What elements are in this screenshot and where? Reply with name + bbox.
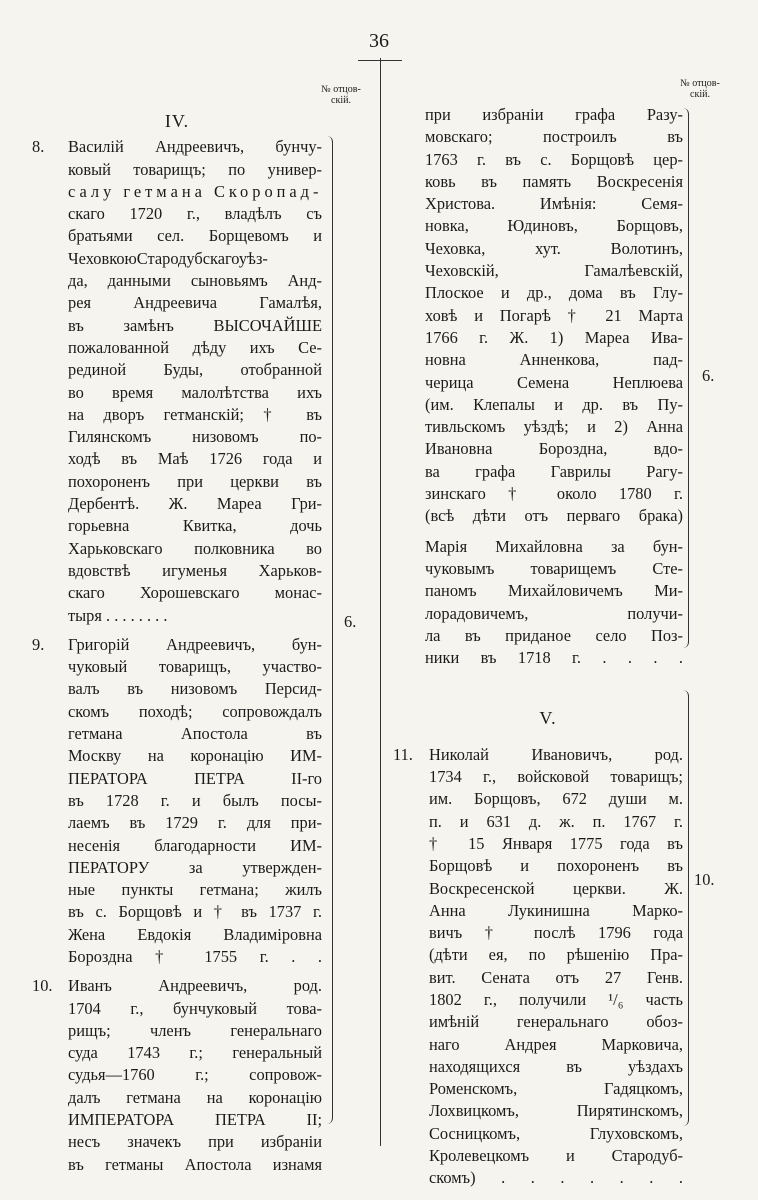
entry-body: [68, 136, 322, 627]
text-line: ИМПЕРАТОРА ПЕТРА II;: [68, 1110, 322, 1130]
text-line: Чеховка, хут. Волотинъ,: [425, 238, 683, 258]
text-line: Николай Ивановичъ, род.: [429, 744, 683, 764]
text-line: суда 1743 г.; генеральный: [68, 1043, 322, 1063]
entry-10: [32, 975, 322, 1176]
text-line: Москву на коронацію ИМ-: [68, 746, 322, 766]
text-line: несъ значекъ при избраніи: [68, 1132, 322, 1152]
text-line: въ гетманы Апостола изнамя: [68, 1154, 322, 1174]
text-line: Борщовѣ и похороненъ въ: [429, 856, 683, 876]
text-line: при избраніи графа Разу-: [425, 105, 683, 124]
text-line: тивльскомъ уѣздѣ; и 2) Анна: [425, 417, 683, 437]
entry-number: 8.: [32, 137, 45, 157]
text-line: 1802 г., получили ¹/₆ часть: [429, 989, 683, 1009]
text-line: 1734 г., войсковой товарищъ;: [429, 767, 683, 787]
text-line: чуковый товарищъ, участво-: [68, 657, 322, 677]
text-line: Ивановна Бороздна, вдо-: [425, 439, 683, 459]
text-line: новка, Юдиновъ, Борщовъ,: [425, 216, 683, 236]
left-column: [32, 110, 322, 1183]
text-line: рищъ; членъ генеральнаго: [68, 1020, 322, 1040]
column-header-right: [668, 78, 732, 100]
text-line: Харьковскаго полковника во: [68, 538, 322, 558]
text-line: Дербентѣ. Ж. Мареа Гри-: [68, 494, 322, 514]
text-line: ва графа Гаврилы Рагу-: [425, 461, 683, 481]
entry-number: 9.: [32, 634, 45, 654]
text-line: ЧеховкоюСтародубскагоуѣз-: [68, 248, 268, 268]
text-line: Иванъ Андреевичъ, род.: [68, 976, 322, 996]
column-header-line: скій.: [690, 89, 710, 100]
text-line: Христова. Имѣнія: Семя-: [425, 194, 683, 214]
text-line: гетмана Апостола въ: [68, 724, 322, 744]
text-line: валъ въ низовомъ Персид-: [68, 679, 322, 699]
text-line: Лохвицкомъ, Пирятинскомъ,: [429, 1101, 683, 1121]
column-header-line: № отцов-: [321, 84, 361, 95]
text-line: 1704 г., бунчуковый това-: [68, 998, 322, 1018]
text-line: Воскресенской церкви. Ж.: [429, 878, 683, 898]
text-line: Анна Лукинишна Марко-: [429, 900, 683, 920]
text-line: Плоское и др., дома въ Глу-: [425, 283, 683, 303]
continuation-body: [425, 104, 683, 528]
text-line: п. и 631 д. ж. п. 1767 г.: [429, 811, 683, 831]
text-line: имѣній генеральнаго обоз-: [429, 1012, 683, 1032]
text-line: салу гетмана Скоропад-: [68, 181, 322, 201]
entry-number: 11.: [393, 744, 413, 764]
text-line: Гилянскомъ низовомъ по-: [68, 427, 322, 447]
text-line: ники въ 1718 г. . . . .: [425, 648, 683, 668]
entry-11: [393, 744, 683, 1190]
text-line: рея Андреевича Гамалѣя,: [68, 293, 322, 313]
section-heading-v: V.: [539, 708, 557, 729]
text-line: Марія Михайловна за бун-: [425, 536, 683, 556]
text-line: Борозднa † 1755 г. . .: [68, 946, 322, 966]
column-header-line: № отцов-: [680, 78, 720, 89]
text-line: ные пункты гетмана; жилъ: [68, 880, 322, 900]
entry-8: [32, 136, 322, 627]
text-line: на дворъ гетманскій; † въ: [68, 404, 322, 424]
text-line: судья—1760 г.; сопровож-: [68, 1065, 322, 1085]
text-line: далъ гетмана на коронацію: [68, 1087, 322, 1107]
brace-label-right-2: 10.: [694, 870, 715, 889]
text-line: скаго 1720 г., владѣлъ съ: [68, 204, 322, 224]
text-line: скомъ) . . . . . . .: [429, 1168, 683, 1188]
text-line: да, данными сыновьямъ Анд-: [68, 271, 322, 291]
text-line: тыря . . . . . . . .: [68, 605, 168, 625]
text-line: Кролевецкомъ и Стародуб-: [429, 1146, 683, 1166]
text-line: вит. Сената отъ 27 Генв.: [429, 967, 683, 987]
entry-9: [32, 634, 322, 968]
text-line: мовскаго; построилъ въ: [425, 127, 683, 147]
text-line: Жена Евдокія Владиміровна: [68, 924, 322, 944]
text-line: (им. Клепалы и др. въ Пу-: [425, 394, 683, 414]
text-line: † 15 Января 1775 года въ: [429, 833, 683, 853]
text-line: чуковымъ товарищемъ Сте-: [425, 558, 683, 578]
text-line: Сосницкомъ, Глуховскомъ,: [429, 1123, 683, 1143]
text-line: ПЕРАТОРУ за утвержден-: [68, 857, 322, 877]
text-line: паномъ Михайловичемъ Ми-: [425, 581, 683, 601]
text-line: наго Андрея Марковича,: [429, 1034, 683, 1054]
text-line: лаемъ въ 1729 г. для при-: [68, 813, 322, 833]
right-column: [393, 104, 683, 1197]
text-line: братьями сел. Борщевомъ и: [68, 226, 322, 246]
text-line: 1766 г. Ж. 1) Мареа Ива-: [425, 327, 683, 347]
text-line: (всѣ дѣти отъ перваго брака): [425, 506, 683, 526]
entry-body: [429, 744, 683, 1190]
text-line: скомъ походѣ; сопровождалъ: [68, 701, 322, 721]
text-line: въ 1728 г. и былъ посы-: [68, 790, 322, 810]
entry-body: [68, 975, 322, 1176]
section-heading-iv: IV.: [164, 111, 190, 131]
brace-right-group-2: [682, 690, 689, 1126]
column-divider: [380, 58, 381, 1146]
column-header-left: [312, 84, 370, 106]
text-line: ковый товарищъ; по универ-: [68, 159, 322, 179]
text-line: ковь въ память Воскресенія: [425, 171, 683, 191]
text-line: Роменскомъ, Гадяцкомъ,: [429, 1079, 683, 1099]
text-line: черица Семена Неплюева: [425, 372, 683, 392]
text-line: зинскаго † около 1780 г.: [425, 484, 683, 504]
note-body: [425, 536, 683, 670]
text-line: ходѣ въ Маѣ 1726 года и: [68, 449, 322, 469]
text-line: Чеховскій, Гамалѣевскій,: [425, 261, 683, 281]
text-line: несенія благодарности ИМ-: [68, 835, 322, 855]
text-line: Григорій Андреевичъ, бун-: [68, 634, 322, 654]
text-line: ховѣ и Погарѣ † 21 Марта: [425, 305, 683, 325]
text-line: въ замѣнъ ВЫСОЧАЙШЕ: [68, 315, 322, 335]
text-line: пожалованной дѣду ихъ Се-: [68, 337, 322, 357]
text-line: въ с. Борщовѣ и † въ 1737 г.: [68, 902, 322, 922]
text-line: рединой Буды, отобранной: [68, 360, 322, 380]
text-line: во время малолѣтства ихъ: [68, 382, 322, 402]
brace-left-group: [326, 136, 333, 1124]
text-line: 1763 г. въ с. Борщовѣ цер-: [425, 149, 683, 169]
text-line: похороненъ при церкви въ: [68, 471, 322, 491]
text-line: ПЕРАТОРА ПЕТРА II-го: [68, 768, 322, 788]
text-line: скаго Хорошевскаго монас-: [68, 583, 322, 603]
text-line: (дѣти ея, по рѣшенію Пра-: [429, 945, 683, 965]
text-line: находящихся въ уѣздахъ: [429, 1056, 683, 1076]
brace-label-right-1: 6.: [702, 366, 715, 385]
entry-number: 10.: [32, 976, 53, 996]
brace-label-left: 6.: [344, 612, 357, 631]
text-line: вдовствѣ игуменья Харьков-: [68, 560, 322, 580]
text-line: ла въ приданое село Поз-: [425, 625, 683, 645]
column-header-line: скій.: [331, 95, 351, 106]
brace-right-group-1: [682, 108, 689, 648]
text-line: горьевна Квитка, дочь: [68, 516, 322, 536]
text-line: им. Борщовъ, 672 души м.: [429, 789, 683, 809]
page-number: 36: [369, 30, 389, 52]
text-line: лорадовичемъ, получи-: [425, 603, 683, 623]
text-line: вичъ † послѣ 1796 года: [429, 923, 683, 943]
entry-body: [68, 634, 322, 968]
text-line: Василій Андреевичъ, бунчу-: [68, 137, 322, 157]
text-line: новна Анненкова, пад-: [425, 350, 683, 370]
